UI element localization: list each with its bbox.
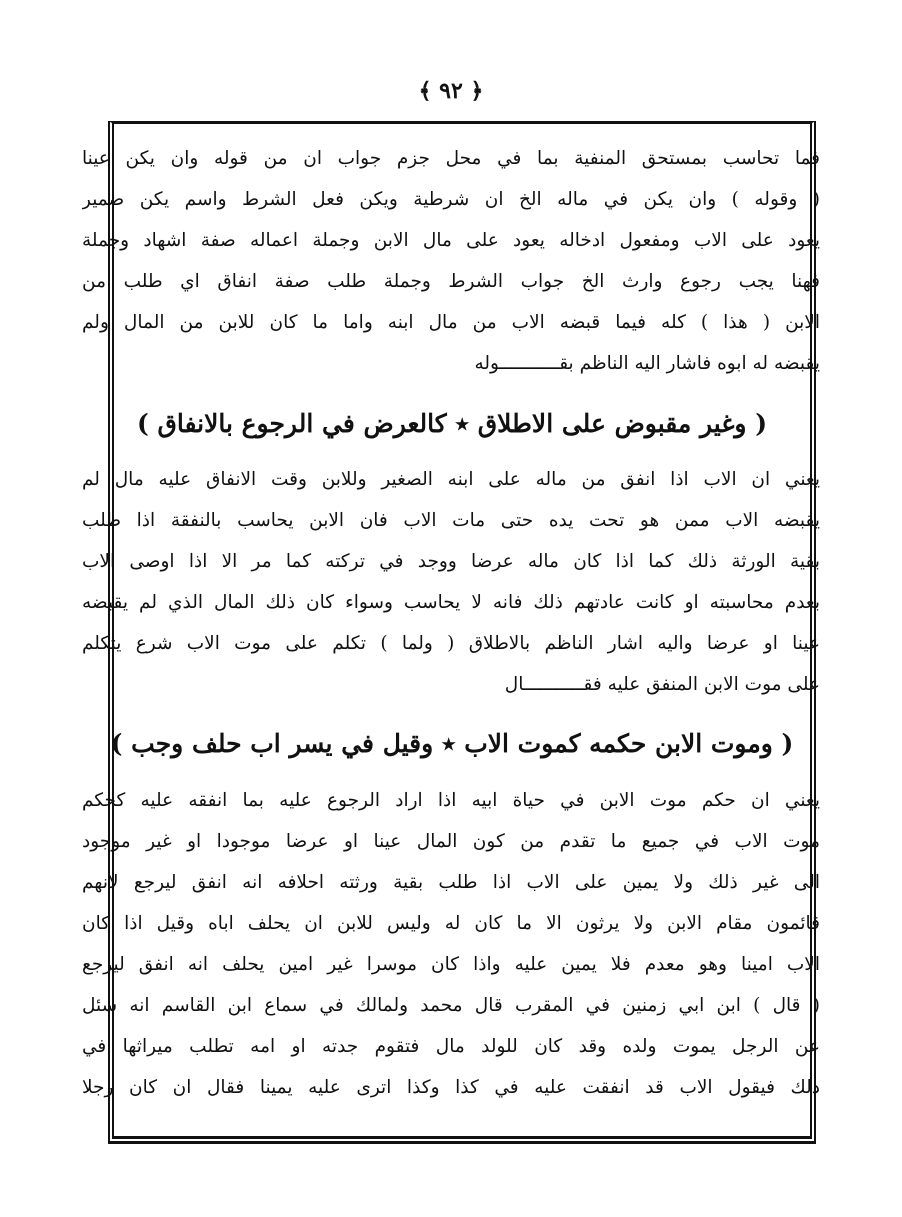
- text-line: يعود على الاب ومفعول ادخاله يعود على مال الابن وجملة اعماله صفة اشهاد وجملة: [82, 230, 820, 251]
- text-line: فهنا يجب رجوع وارث الخ جواب الشرط وجملة طلب صفة انفاق اي طلب من: [82, 271, 820, 292]
- text-line: يعني ان الاب اذا انفق من ماله على ابنه الصغير وللابن وقت الانفاق عليه مال لم: [82, 469, 820, 490]
- text-line: الابن ( هذا ) كله فيما قبضه الاب من مال ابنه واما ما كان للابن من المال ولم: [82, 312, 820, 333]
- page-number: ﴿ ٩٢ ﴾: [418, 78, 484, 104]
- text-line: بعدم محاسبته او كانت عادتهم ذلك فانه لا يحاسب وسواء كان ذلك المال الذي لم يقبضه: [82, 592, 820, 613]
- text-line: ( قال ) ابن ابي زمنين في المقرب قال محمد ولمالك في سماع ابن القاسم انه سئل: [82, 995, 820, 1016]
- text-line: ذلك فيقول الاب قد انفقت عليه في كذا وكذا اترى عليه يمينا فقال ان كان رجلا: [82, 1077, 820, 1098]
- verse-heading: ( وموت الابن حكمه كموت الاب ٭ وقيل في يسر اب حلف وجب ): [110, 729, 794, 758]
- text-line: عينا او عرضا واليه اشار الناظم بالاطلاق ( ولما ) تكلم على موت الاب شرع يتكلم: [82, 633, 820, 654]
- verse-heading: ( وغير مقبوض على الاطلاق ٭ كالعرض في الرجوع بالانفاق ): [136, 409, 768, 438]
- text-line: يقبضه له ابوه فاشار اليه الناظم بقـــــــــــوله: [474, 353, 820, 374]
- text-line: يقبضه الاب ممن هو تحت يده حتى مات الاب فان الابن يحاسب بالنفقة اذا طلب: [82, 510, 820, 531]
- text-line: بقية الورثة ذلك كما اذا كان ماله عرضا ووجد في تركته كما مر الا اذا اوصى الاب: [82, 551, 820, 572]
- text-line: فما تحاسب بمستحق المنفية بما في محل جزم جواب ان من قوله وان يكن عينا: [82, 148, 820, 169]
- text-line: موت الاب في جميع ما تقدم من كون المال عينا او عرضا موجودا او غير موجود: [82, 831, 820, 852]
- text-line: الى غير ذلك ولا يمين على الاب اذا طلب بقية ورثته احلافه انه انفق ليرجع لانهم: [82, 872, 820, 893]
- text-line: ( وقوله ) وان يكن في ماله الخ ان شرطية ويكن فعل الشرط واسم يكن ضمير: [82, 189, 820, 210]
- text-line: قائمون مقام الابن ولا يرثون الا ما كان له وليس للابن ان يحلف اباه وقيل اذا كان: [82, 913, 820, 934]
- text-line: الاب امينا وهو معدم فلا يمين عليه واذا كان موسرا غير امين يحلف انه انفق ليرجع: [82, 954, 820, 975]
- text-line: يعني ان حكم موت الابن في حياة ابيه اذا اراد الرجوع عليه بما انفقه عليه كحكم: [82, 790, 820, 811]
- text-line: عن الرجل يموت ولده وقد كان للولد مال فتقوم جدته او امه تطلب ميراثها في: [82, 1036, 820, 1057]
- text-line: على موت الابن المنفق عليه فقـــــــــــال: [504, 674, 820, 695]
